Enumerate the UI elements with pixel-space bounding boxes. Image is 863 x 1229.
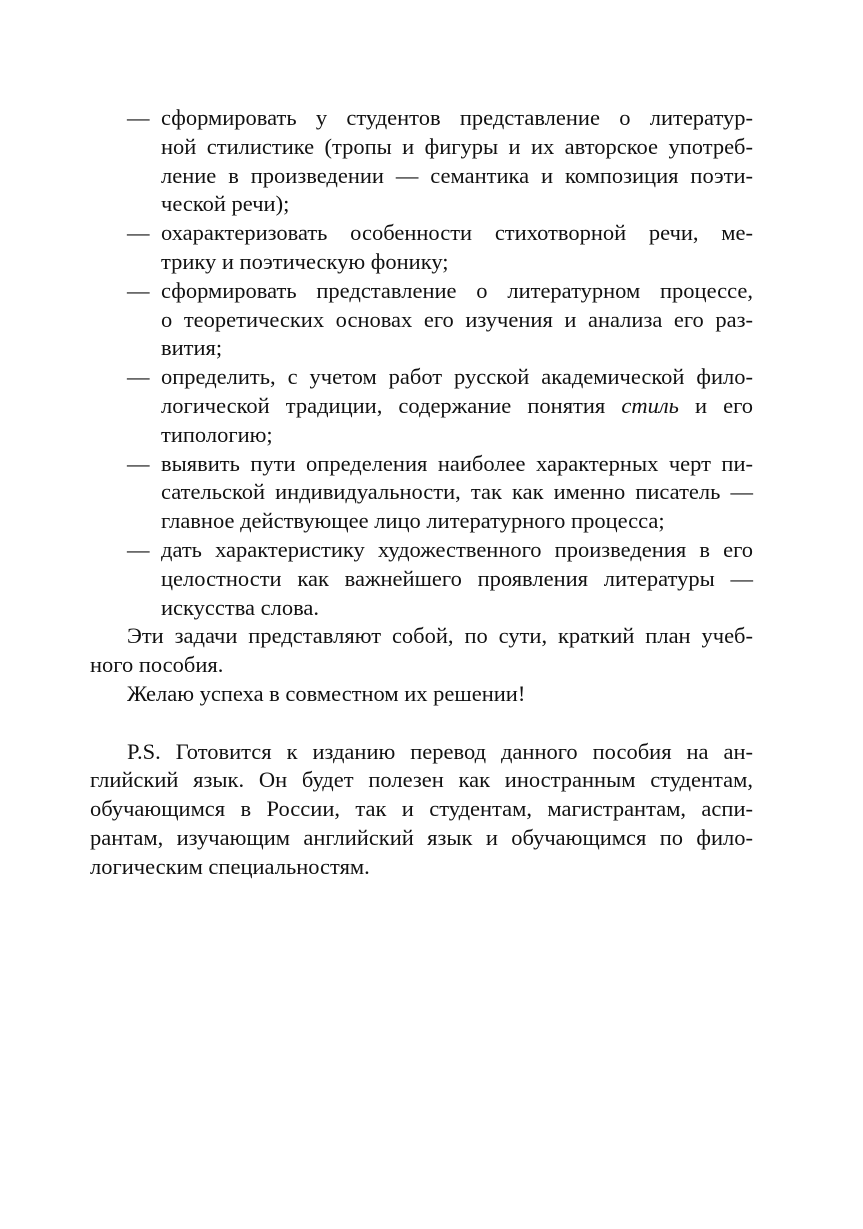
text-segment: логической традиции, содержание понятия <box>161 392 622 418</box>
text-line: о теоретических основах его изучения и анализа его раз- <box>161 306 753 332</box>
list-dash: — <box>127 277 150 303</box>
text-line: ной стилистике (тропы и фигуры и их авторское употреб- <box>161 133 753 159</box>
list-dash: — <box>127 450 150 476</box>
list-item <box>90 277 753 363</box>
list-dash: — <box>127 536 150 562</box>
text-line: охарактеризовать особенности стихотворной речи, ме- <box>161 220 753 246</box>
text-segment: и его <box>678 392 753 418</box>
list-item <box>90 450 753 536</box>
text-line: определить, с учетом работ русской академической фило- <box>161 364 753 390</box>
list-item <box>90 104 753 219</box>
text-line: логическим специальностям. <box>90 853 370 879</box>
text-line: трику и поэтическую фонику; <box>161 248 449 274</box>
text-line: P.S. Готовится к изданию перевод данного пособия на ан- <box>127 738 753 764</box>
text-line: ление в произведении — семантика и композиция поэти- <box>161 162 753 188</box>
text-line: сформировать у студентов представление о литератур- <box>161 105 753 130</box>
list-item <box>90 363 753 449</box>
text-line: вития; <box>161 335 223 361</box>
text-line: глийский язык. Он будет полезен как иностранным студентам, <box>90 767 753 793</box>
text-line: обучающимся в России, так и студентам, магистрантам, аспи- <box>90 796 753 822</box>
objectives-list <box>90 104 753 622</box>
text-line: выявить пути определения наиболее характерных черт пи- <box>161 450 753 476</box>
text-line: сательской индивидуальности, так как именно писатель — <box>161 479 753 505</box>
closing-wish-paragraph <box>90 680 753 709</box>
text-line: типологию; <box>161 421 273 447</box>
text-line: Желаю успеха в совместном их решении! <box>127 680 526 706</box>
list-dash: — <box>127 105 150 130</box>
paragraph-gap <box>90 709 753 738</box>
page-content <box>90 104 753 882</box>
list-dash: — <box>127 220 150 246</box>
text-line: дать характеристику художественного произведения в его <box>161 536 753 562</box>
text-line: рантам, изучающим английский язык и обучающимся по фило- <box>90 824 753 850</box>
text-line: Эти задачи представляют собой, по сути, краткий план учеб- <box>127 623 753 649</box>
text-line: целостности как важнейшего проявления литературы — <box>161 565 753 591</box>
text-line: ного пособия. <box>90 652 224 678</box>
text-line: искусства слова. <box>161 594 320 620</box>
list-item <box>90 536 753 622</box>
text-line-with-emphasis <box>161 392 753 421</box>
list-dash: — <box>127 364 150 390</box>
list-item <box>90 219 753 277</box>
summary-paragraph <box>90 622 753 680</box>
postscript-paragraph <box>90 738 753 882</box>
text-line: главное действующее лицо литературного процесса; <box>161 508 665 534</box>
emphasized-term: стиль <box>621 392 679 418</box>
text-line: сформировать представление о литературном процессе, <box>161 277 753 303</box>
text-line: ческой речи); <box>161 191 290 217</box>
